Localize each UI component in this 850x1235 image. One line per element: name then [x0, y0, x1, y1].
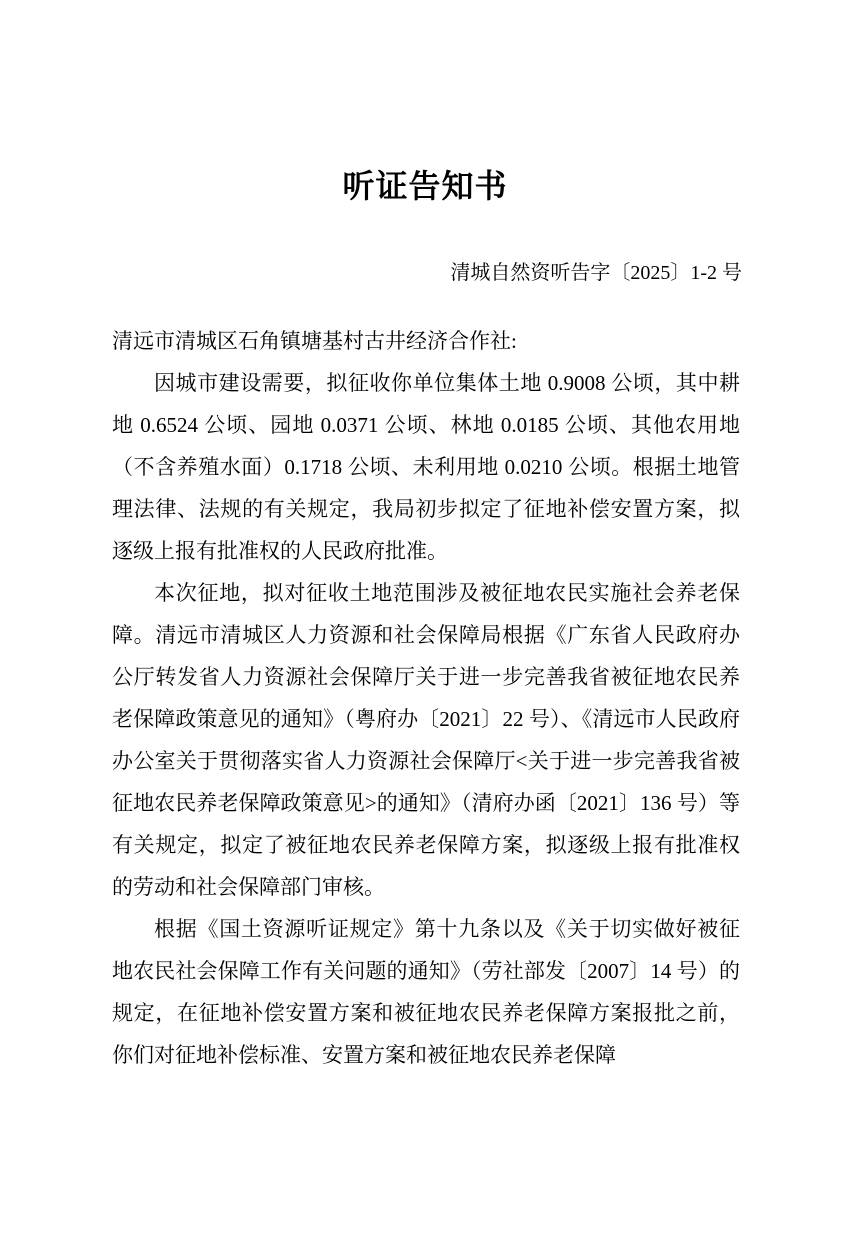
addressee-line: 清远市清城区石角镇塘基村古井经济合作社:	[112, 329, 517, 353]
body-paragraph-3: 根据《国土资源听证规定》第十九条以及《关于切实做好被征地农民社会保障工作有关问题的通知》（劳社部发〔2007〕14 号）的规定，在征地补偿安置方案和被征地农民养老保障方案报批之前，你们对征地补偿标准、安置方案和被征地农民养老保障	[112, 917, 740, 1067]
body-paragraph-1: 因城市建设需要，拟征收你单位集体土地 0.9008 公顷，其中耕地 0.6524 公顷、园地 0.0371 公顷、林地 0.0185 公顷、其他农用地（不含养殖水面）0.1718 公顷、未利用地 0.0210 公顷。根据土地管理法律、法规的有关规定，我局初步拟定了征地补偿安置方案，拟逐级上报有批准权的人民政府批准。	[112, 371, 740, 563]
document-title: 听证告知书	[342, 168, 508, 204]
document-number: 清城自然资听告字〔2025〕1-2 号	[450, 262, 742, 284]
document-body	[112, 320, 740, 1076]
body-paragraph-2: 本次征地，拟对征收土地范围涉及被征地农民实施社会养老保障。清远市清城区人力资源和社会保障局根据《广东省人民政府办公厅转发省人力资源社会保障厅关于进一步完善我省被征地农民养老保障政策意见的通知》（粤府办〔2021〕22 号）、《清远市人民政府办公室关于贯彻落实省人力资源社会保障厅<关于进一步完善我省被征地农民养老保障政策意见>的通知》（清府办函〔2021〕136 号）等有关规定，拟定了被征地农民养老保障方案，拟逐级上报有批准权的劳动和社会保障部门审核。	[112, 581, 740, 899]
